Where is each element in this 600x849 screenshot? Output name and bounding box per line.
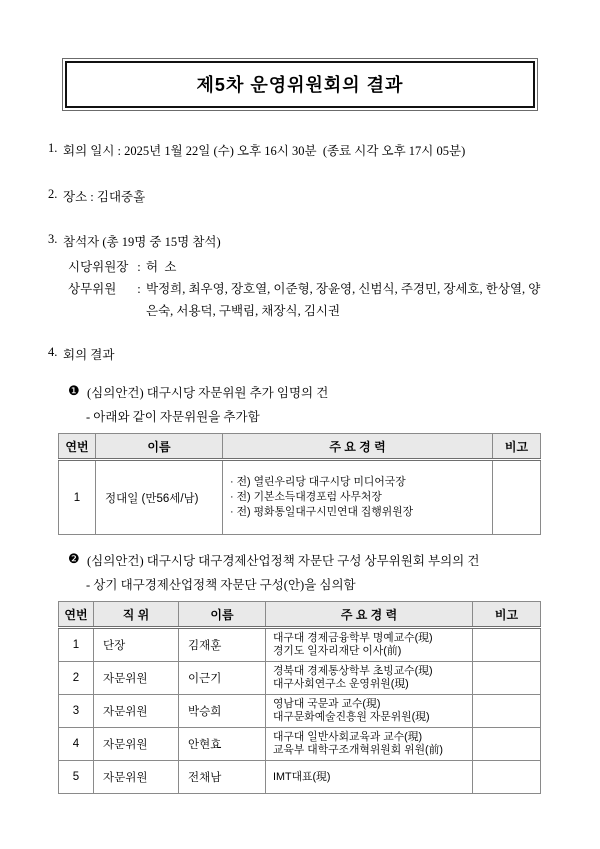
career-line: 영남대 국문과 교수(現) [273, 698, 381, 710]
career-line: · 전) 열린우리당 대구시당 미디어국장 [230, 476, 406, 488]
attendee-row-executives [68, 278, 552, 322]
list-number: 3. [48, 232, 58, 246]
cell-name: 박승희 [179, 695, 266, 728]
cell-no: 1 [59, 460, 96, 535]
career-line: 대구대 일반사회교육과 교수(現) [273, 731, 423, 743]
cell-career [266, 662, 473, 695]
cell-no: 3 [59, 695, 94, 728]
cell-no: 2 [59, 662, 94, 695]
meeting-place-text: 장소 : 김대중홀 [63, 190, 146, 204]
attendee-count-line [48, 232, 552, 250]
table-row [59, 460, 541, 535]
cell-note [473, 628, 541, 662]
attendee-colon: : [137, 260, 141, 274]
cell-name: 이근기 [179, 662, 266, 695]
col-header-name: 이름 [96, 434, 223, 460]
title-box-inner [65, 61, 535, 108]
list-number: 2. [48, 187, 58, 201]
agenda2-title: (심의안건) 대구시당 대구경제산업정책 자문단 구성 상무위원회 부의의 건 [87, 554, 480, 568]
cell-career [223, 460, 493, 535]
cell-note [473, 695, 541, 728]
cell-position: 단장 [94, 628, 179, 662]
meeting-place-line [48, 187, 552, 205]
col-header-position: 직 위 [94, 602, 179, 628]
col-header-note: 비고 [473, 602, 541, 628]
cell-note [473, 728, 541, 761]
cell-position: 자문위원 [94, 695, 179, 728]
cell-career [266, 695, 473, 728]
meeting-datetime-text: 회의 일시 : 2025년 1월 22일 (수) 오후 16시 30분 (종료 시각 오후 17시 05분) [63, 144, 466, 158]
cell-position: 자문위원 [94, 662, 179, 695]
table-row [59, 728, 541, 761]
col-header-career: 주 요 경 력 [223, 434, 493, 460]
attendee-row-chairman [68, 256, 552, 278]
col-header-note: 비고 [493, 434, 541, 460]
cell-career [266, 628, 473, 662]
career-line: · 전) 평화통일대구시민연대 집행위원장 [230, 506, 414, 518]
cell-note [473, 761, 541, 794]
meeting-result-text: 회의 결과 [63, 348, 115, 362]
cell-no: 5 [59, 761, 94, 794]
attendee-role: 상무위원 [68, 282, 117, 296]
col-header-name: 이름 [179, 602, 266, 628]
cell-name: 안현효 [179, 728, 266, 761]
career-line: 대구사회연구소 운영위원(現) [273, 678, 409, 690]
attendee-names: 박정희, 최우영, 장호열, 이준형, 장윤영, 신범식, 주경민, 장세호, 한상열, 양은숙, 서용덕, 구백림, 채장식, 김시권 [146, 282, 541, 318]
cell-name: 정대일 (만56세/남) [96, 460, 223, 535]
meeting-datetime-line [48, 141, 552, 159]
career-line: 경기도 일자리재단 이사(前) [273, 645, 402, 657]
attendee-colon: : [137, 282, 141, 296]
list-number: 1. [48, 141, 58, 155]
agenda2-note: - 상기 대구경제산업정책 자문단 구성(안)을 심의함 [86, 578, 356, 592]
career-line: · 전) 기본소득대경포럼 사무처장 [230, 491, 382, 503]
table-header-row [59, 434, 541, 460]
cell-note [473, 662, 541, 695]
col-header-career: 주 요 경 력 [266, 602, 473, 628]
career-line: IMT대표(現) [273, 770, 331, 783]
col-header-no: 연번 [59, 602, 94, 628]
meeting-result-line [48, 345, 552, 363]
agenda1-note: - 아래와 같이 자문위원을 추가함 [86, 410, 260, 424]
title-box [62, 58, 538, 111]
table-row [59, 695, 541, 728]
advisor-appointment-table [58, 433, 541, 535]
career-line: 대구문화예술진흥원 자문위원(現) [273, 711, 430, 723]
advisory-group-table [58, 601, 541, 794]
attendee-names: 허 소 [146, 260, 177, 274]
table-header-row [59, 602, 541, 628]
career-line: 대구대 경제금융학부 명예교수(現) [273, 632, 433, 644]
agenda2-heading [48, 551, 552, 569]
cell-no: 4 [59, 728, 94, 761]
cell-note [493, 460, 541, 535]
cell-name: 전채남 [179, 761, 266, 794]
attendee-count-text: 참석자 (총 19명 중 15명 참석) [63, 235, 221, 249]
cell-name: 김재훈 [179, 628, 266, 662]
cell-no: 1 [59, 628, 94, 662]
cell-position: 자문위원 [94, 728, 179, 761]
table-row [59, 761, 541, 794]
cell-career [266, 728, 473, 761]
agenda1-heading [48, 383, 552, 401]
col-header-no: 연번 [59, 434, 96, 460]
cell-position: 자문위원 [94, 761, 179, 794]
agenda1-title: (심의안건) 대구시당 자문위원 추가 임명의 건 [87, 386, 329, 400]
table-row [59, 628, 541, 662]
attendee-list [48, 256, 552, 322]
table-row [59, 662, 541, 695]
career-line: 경북대 경제통상학부 초빙교수(現) [273, 665, 433, 677]
page-title: 제5차 운영위원회의 결과 [196, 75, 404, 95]
career-line: 교육부 대학구조개혁위원회 위원(前) [273, 744, 444, 756]
circled-two-icon: ❷ [68, 551, 80, 566]
cell-career [266, 761, 473, 794]
circled-one-icon: ❶ [68, 383, 80, 398]
list-number: 4. [48, 345, 58, 359]
attendee-role: 시당위원장 [68, 260, 129, 274]
